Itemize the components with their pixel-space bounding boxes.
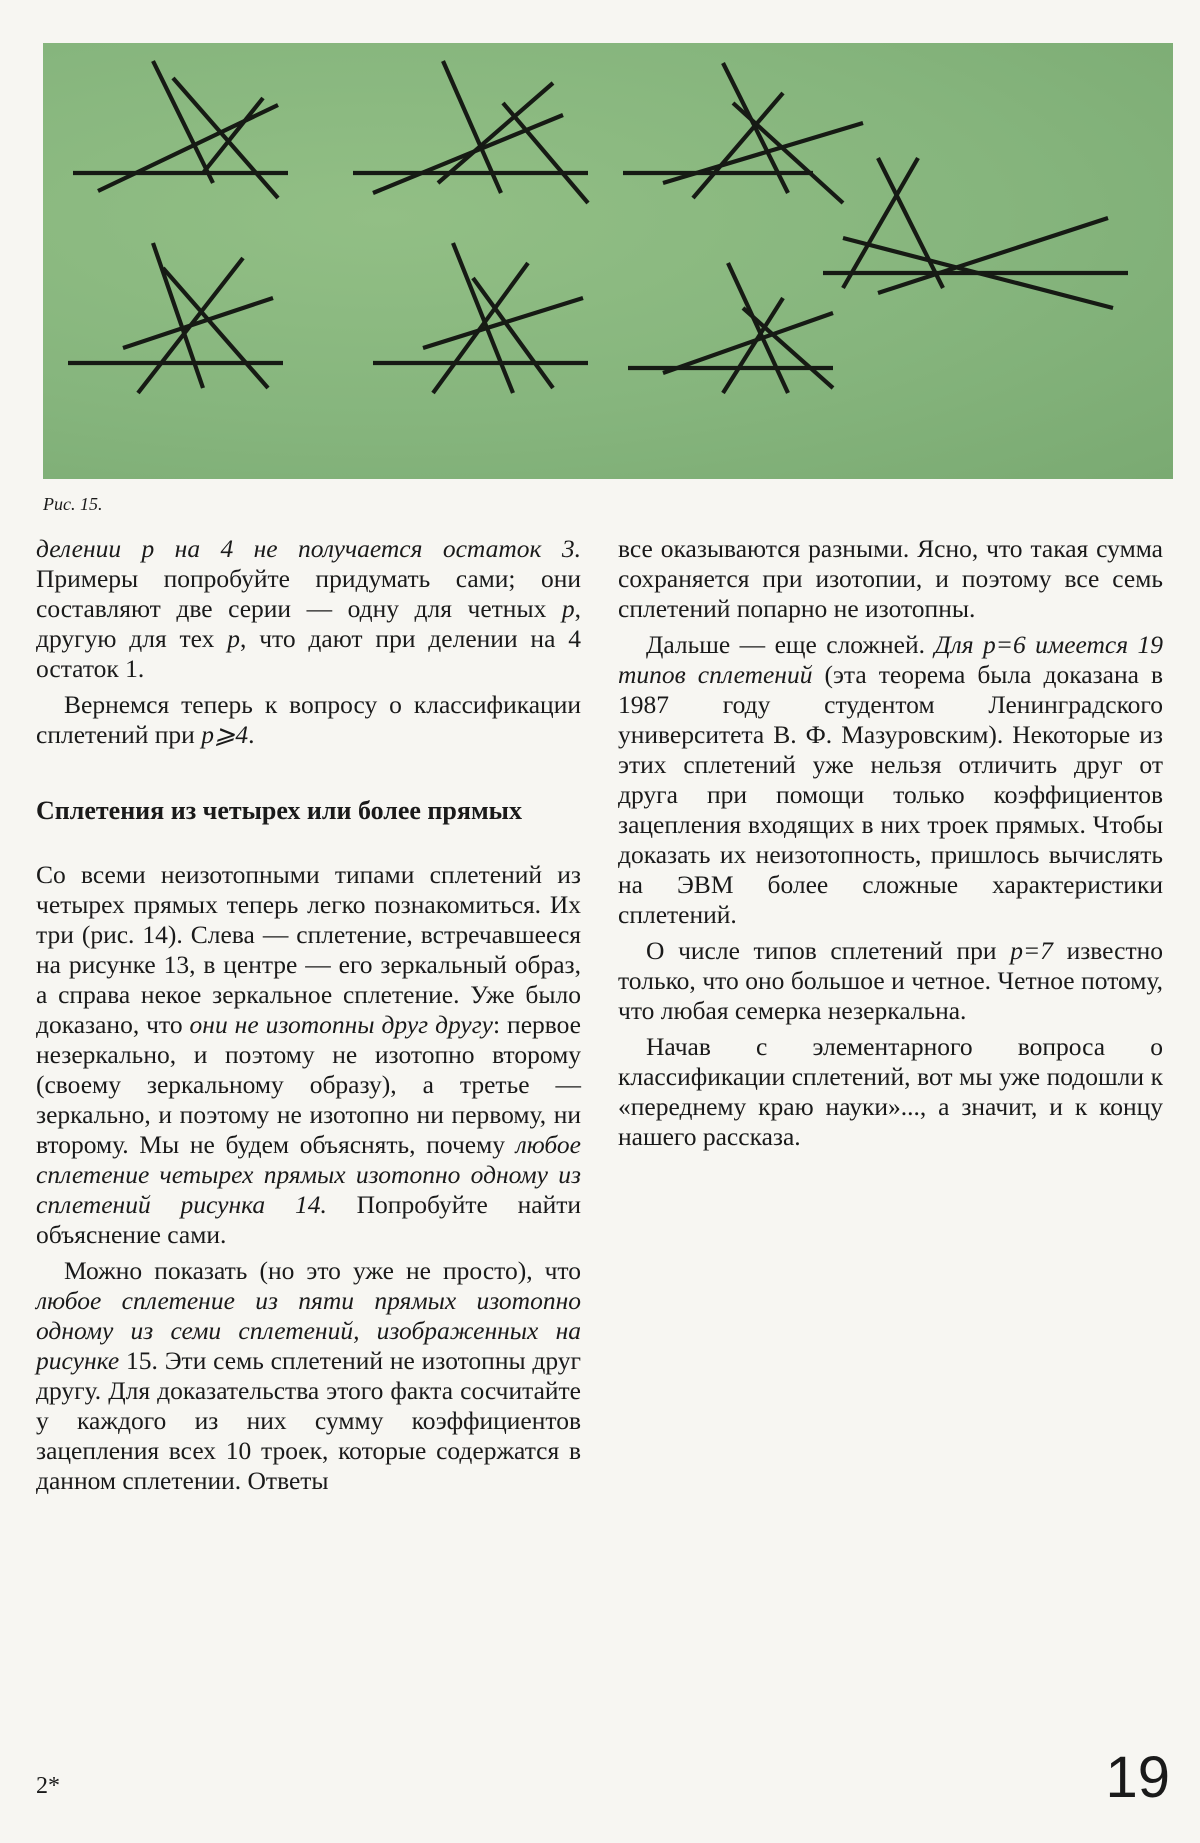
body-text: Можно показать (но это уже не просто), что <box>64 1256 581 1285</box>
signature-mark: 2* <box>36 1773 60 1799</box>
body-text: , другую для тех <box>36 594 581 653</box>
emphasis-text: любое сплетение четырех прямых изотопно одному из сплетений рисунка 14. <box>36 1130 581 1219</box>
arrangement-1 <box>73 61 288 198</box>
figure-caption: Рис. 15. <box>43 494 103 514</box>
arrangement-1-line-5 <box>98 105 278 191</box>
left-paragraph-3 <box>36 860 581 1250</box>
arrangement-6 <box>373 243 588 393</box>
body-text: (эта теорема была доказана в 1987 году студентом Ленинградского университета В. Ф. Мазуровским). Некоторые из этих сплетений уже нельзя отличить друг от друга при помощи только коэффициентов зацепления входящих в них троек прямых. Чтобы доказать их неизотопность, пришлось вычислять на ЭВМ более сложные характеристики сплетений. <box>618 660 1163 929</box>
arrangement-2-line-2 <box>438 83 553 183</box>
arrangement-6-line-3 <box>473 278 553 388</box>
arrangement-3-line-3 <box>733 103 843 203</box>
right-paragraph-2 <box>618 630 1163 930</box>
arrangement-7 <box>628 263 833 393</box>
left-column <box>36 534 581 1502</box>
page-number: 19 <box>1105 1745 1170 1810</box>
section-heading: Сплетения из четырех или более прямых <box>36 796 522 825</box>
body-text: известно только, что оно большое и четное. Четное потому, что любая семерка незеркальна. <box>618 936 1163 1025</box>
arrangement-4 <box>823 158 1128 308</box>
formula: p⩾4 <box>201 720 249 749</box>
formula: p=7 <box>1010 936 1053 965</box>
body-text: 15. Эти семь сплетений не изотопны друг другу. Для доказательства этого факта сосчитайте у каждого из них сумму коэффициентов зацепления всех 10 троек, которые содержатся в данном сплетении. Ответы <box>36 1346 581 1495</box>
right-paragraph-4: Начав с элементарного вопроса о классификации сплетений, вот мы уже подошли к «переднему краю науки»..., а значит, и к концу нашего рассказа. <box>618 1032 1163 1151</box>
right-paragraph-3 <box>618 936 1163 1026</box>
arrangement-6-line-5 <box>423 298 583 348</box>
variable-p: p <box>561 594 575 623</box>
variable-p: p <box>227 624 240 653</box>
emphasis-text: они не изотопны друг другу <box>189 1010 493 1039</box>
arrangement-4-line-2 <box>878 158 943 288</box>
left-paragraph-2 <box>36 690 581 750</box>
body-text: Попробуйте найти объяснение сами. <box>36 1190 582 1249</box>
body-text: . <box>248 720 255 749</box>
body-text: Вернемся теперь к вопросу о классификации сплетений при <box>36 690 581 749</box>
body-text: Дальше — еще сложней. <box>646 630 935 659</box>
body-text: О числе типов сплетений при <box>646 936 1011 965</box>
arrangement-5 <box>68 243 283 393</box>
right-column <box>618 534 1163 1158</box>
arrangement-4-line-1 <box>843 158 918 288</box>
body-text: , что дают при делении на 4 остаток 1. <box>36 624 581 683</box>
arrangement-7-line-3 <box>743 308 833 388</box>
body-text: Со всеми неизотопными типами сплетений из четырех прямых теперь легко познакомиться. Их три (рис. 14). Слева — сплетение, встречавшееся на рисунке 13, в центре — его зеркальный образ, а справа некое зеркальное сплетение. Уже было доказано, что <box>36 860 581 1039</box>
emphasis-text: делении p на 4 не получается остаток 3. <box>36 534 581 563</box>
left-paragraph-1 <box>36 534 581 684</box>
figure-15 <box>43 43 1173 479</box>
emphasis-text: любое сплетение из пяти прямых изотопно одному из семи сплетений, изображенных на рисунке <box>36 1286 581 1375</box>
emphasis-text: Для p=6 имеется 19 типов сплетений <box>618 630 1163 689</box>
arrangement-3 <box>623 63 863 203</box>
arrangement-2-line-5 <box>373 115 563 193</box>
body-text: : первое незеркально, и поэтому не изотопно второму (своему зеркальному образу), а третье — зеркально, и поэтому не изотопно ни первому, ни второму. Мы не будем объяснять, почему <box>36 1010 582 1159</box>
line-arrangements-illustration <box>43 43 1173 479</box>
right-paragraph-1: все оказываются разными. Ясно, что такая сумма сохраняется при изотопии, и поэтому все семь сплетений попарно не изотопны. <box>618 534 1163 623</box>
arrangement-2 <box>353 61 588 203</box>
body-text: Примеры попробуйте придумать сами; они составляют две серии — одну для четных <box>36 564 581 623</box>
left-paragraph-4 <box>36 1256 581 1496</box>
arrangement-1-line-1 <box>153 61 213 183</box>
arrangement-2-line-3 <box>503 103 588 203</box>
